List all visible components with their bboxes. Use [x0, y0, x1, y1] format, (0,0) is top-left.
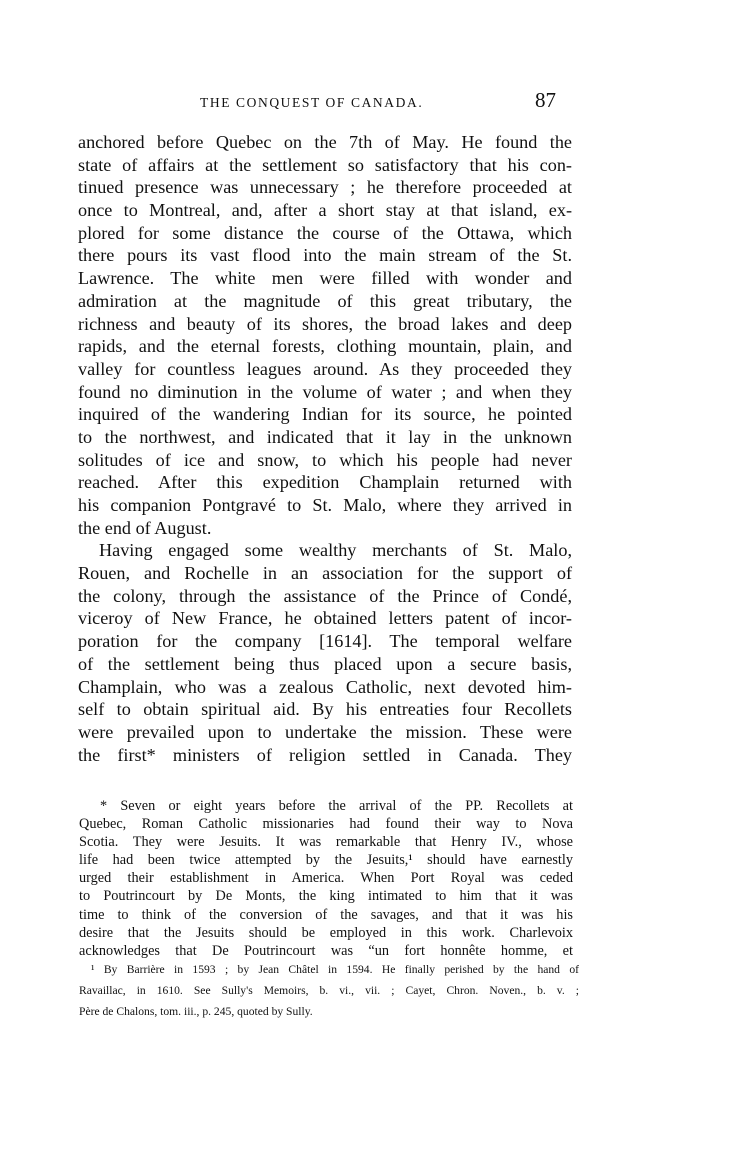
footnote-line: to Poutrincourt by De Monts, the king intimated to him that it was — [79, 888, 573, 905]
page-number: 87 — [535, 88, 556, 112]
body-line: Lawrence. The white men were filled with wonder and — [78, 268, 572, 289]
body-line: to the northwest, and indicated that it lay in the unknown — [78, 426, 572, 447]
body-line: valley for countless leagues around. As they proceeded they — [78, 358, 572, 379]
body-line: were prevailed upon to undertake the mission. These were — [78, 721, 572, 742]
body-line: once to Montreal, and, after a short stay at that island, ex- — [78, 200, 572, 221]
body-line: solitudes of ice and snow, to which his people had never — [78, 449, 572, 470]
sub-footnote-line: Ravaillac, in 1610. See Sully's Memoirs, b. vi., vii. ; Cayet, Chron. Noven., b. v. ; — [79, 984, 579, 997]
body-line: reached. After this expedition Champlain returned with — [78, 472, 572, 493]
body-line: Champlain, who was a zealous Catholic, next devoted him- — [78, 676, 572, 697]
body-text — [78, 131, 572, 766]
body-line: self to obtain spiritual aid. By his entreaties four Recollets — [78, 699, 572, 720]
body-line: admiration at the magnitude of this great tributary, the — [78, 290, 572, 311]
sub-footnote — [79, 959, 579, 1022]
footnote-line: Scotia. They were Jesuits. It was remarkable that Henry IV., whose — [79, 834, 573, 851]
footnote-line: time to think of the conversion of the savages, and that it was his — [79, 906, 573, 923]
body-line: plored for some distance the course of the Ottawa, which — [78, 222, 572, 243]
footnote-line: * Seven or eight years before the arrival of the PP. Recollets at — [100, 798, 573, 814]
footnote-line: Quebec, Roman Catholic missionaries had found their way to Nova — [79, 816, 573, 833]
body-line: tinued presence was unnecessary ; he therefore proceeded at — [78, 177, 572, 198]
footnote-line: desire that the Jesuits should be employed in this work. Charlevoix — [79, 924, 573, 941]
footnote-line: urged their establishment in America. When Port Royal was ceded — [79, 870, 573, 887]
body-line: rapids, and the eternal forests, clothing mountain, plain, and — [78, 336, 572, 357]
body-line: richness and beauty of its shores, the broad lakes and deep — [78, 313, 572, 334]
running-head: THE CONQUEST OF CANADA. — [200, 95, 424, 110]
body-line: found no diminution in the volume of water ; and when they — [78, 381, 572, 402]
body-line: the end of August. — [78, 517, 212, 538]
body-line: viceroy of New France, he obtained letters patent of incor- — [78, 608, 572, 629]
body-line: the colony, through the assistance of the Prince of Condé, — [78, 585, 572, 606]
body-line: his companion Pontgravé to St. Malo, where they arrived in — [78, 495, 572, 515]
sub-footnote-line: Père de Chalons, tom. iii., p. 245, quoted by Sully. — [79, 1005, 313, 1018]
body-line: Rouen, and Rochelle in an association for the support of — [78, 563, 572, 584]
body-line: inquired of the wandering Indian for its source, he pointed — [78, 404, 572, 425]
body-line: anchored before Quebec on the 7th of May. He found the — [78, 132, 572, 152]
footnote — [79, 797, 573, 960]
body-line: Having engaged some wealthy merchants of St. Malo, — [99, 540, 572, 561]
sub-footnote-line: ¹ By Barrière in 1593 ; by Jean Châtel in 1594. He finally perished by the hand of — [91, 963, 579, 976]
body-line: the first* ministers of religion settled in Canada. They — [78, 744, 572, 765]
footnote-line: acknowledges that De Poutrincourt was “un fort honnête homme, et — [79, 942, 573, 959]
footnote-line: life had been twice attempted by the Jesuits,¹ should have earnestly — [79, 852, 573, 869]
body-line: state of affairs at the settlement so satisfactory that his con- — [78, 154, 572, 175]
body-line: of the settlement being thus placed upon a secure basis, — [78, 653, 572, 674]
body-line: poration for the company [1614]. The temporal welfare — [78, 631, 572, 652]
body-line: there pours its vast flood into the main stream of the St. — [78, 245, 572, 266]
